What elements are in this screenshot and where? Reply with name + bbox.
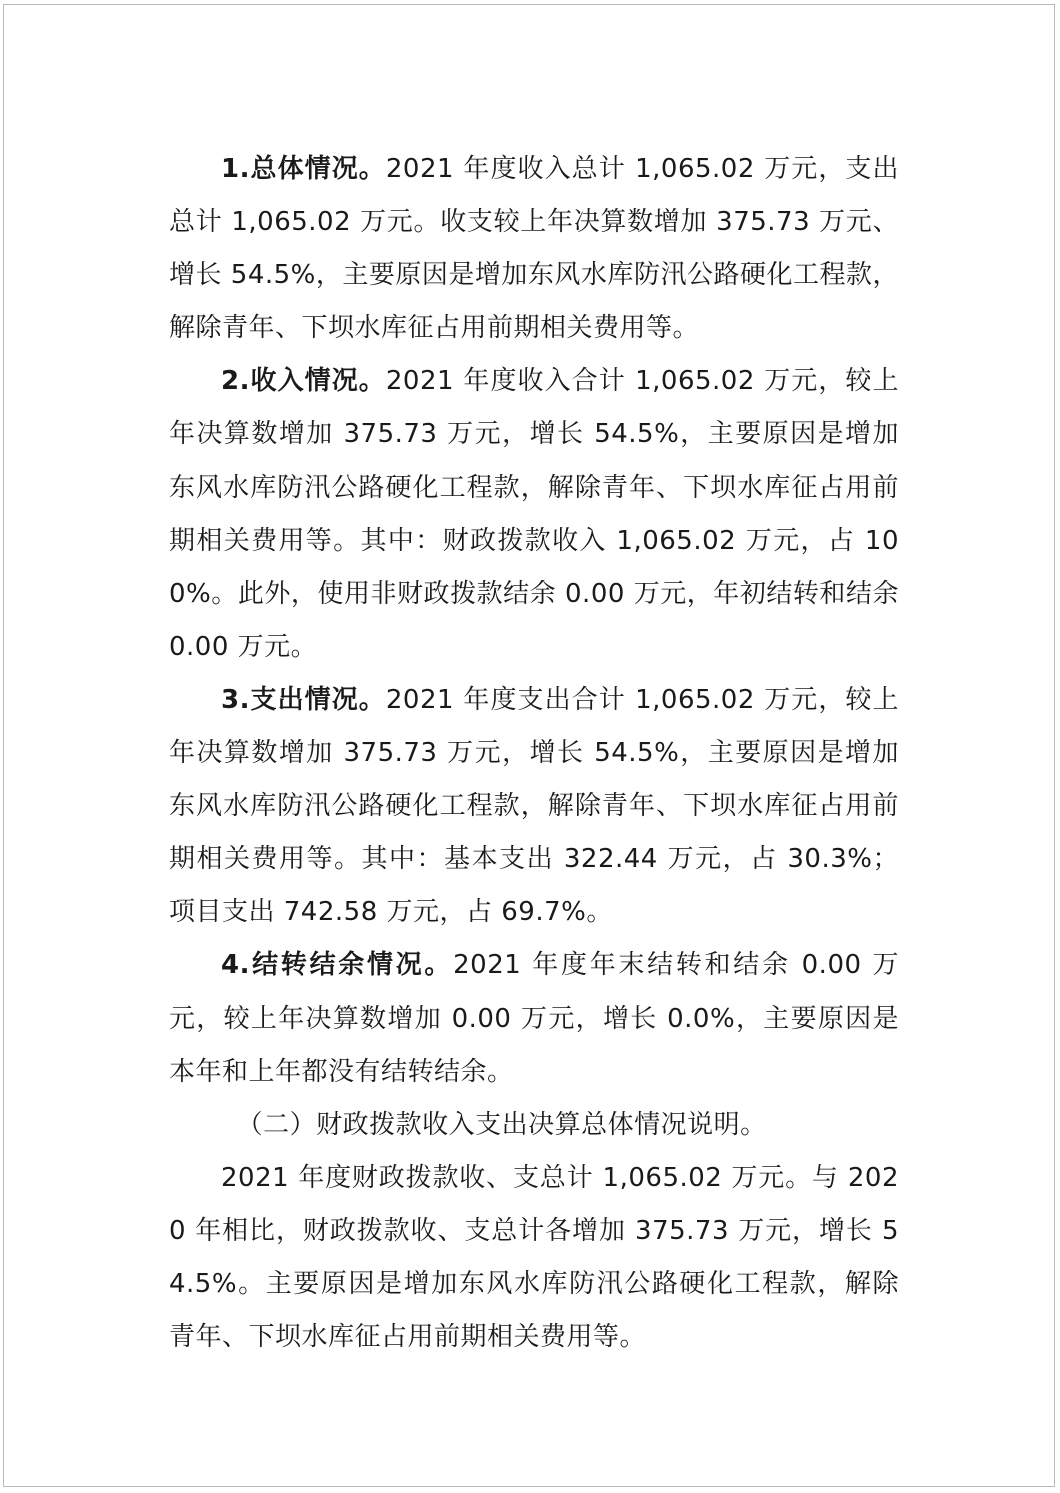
paragraph-text-income: 2021 年度收入合计 1,065.02 万元，较上年决算数增加 375.73 万元，增长 54.5%，主要原因是增加东风水库防汛公路硬化工程款，解除青年、下坝水库征占用前期相关费用等。其中：财政拨款收入 1,065.02 万元，占 100%。此外，使用非财政拨款结余 0.00 万元，年初结转和结余 0.00 万元。	[169, 366, 899, 662]
paragraph-overall	[169, 143, 899, 355]
section-heading: （二）财政拨款收入支出决算总体情况说明。	[236, 1109, 767, 1140]
paragraph-text-expenditure: 2021 年度支出合计 1,065.02 万元，较上年决算数增加 375.73 万元，增长 54.5%，主要原因是增加东风水库防汛公路硬化工程款，解除青年、下坝水库征占用前期相关费用等。其中：基本支出 322.44 万元，占 30.3%；项目支出 742.58 万元，占 69.7%。	[169, 684, 899, 928]
document-page	[3, 4, 1055, 1487]
paragraph-text-carryover: 2021 年度年末结转和结余 0.00 万元，较上年决算数增加 0.00 万元，增长 0.0%，主要原因是本年和上年都没有结转结余。	[169, 950, 899, 1087]
paragraph-lead-income: 2.收入情况。	[221, 366, 386, 397]
paragraph-lead-expenditure: 3.支出情况。	[221, 684, 386, 715]
document-body	[169, 143, 899, 1364]
paragraph-text-overall: 2021 年度收入总计 1,065.02 万元，支出总计 1,065.02 万元。收支较上年决算数增加 375.73 万元、增长 54.5%，主要原因是增加东风水库防汛公路硬化工程款，解除青年、下坝水库征占用前期相关费用等。	[169, 154, 899, 344]
paragraph-expenditure	[169, 674, 899, 939]
paragraph-lead-overall: 1.总体情况。	[221, 154, 386, 184]
paragraph-lead-carryover: 4.结转结余情况。	[221, 950, 454, 981]
paragraph-income	[169, 355, 899, 674]
paragraph-carryover	[169, 939, 899, 1098]
paragraph-fiscal-appropriation: 2021 年度财政拨款收、支总计 1,065.02 万元。与 2020 年相比，财政拨款收、支总计各增加 375.73 万元，增长 54.5%。主要原因是增加东风水库防汛公路硬化工程款，解除青年、下坝水库征占用前期相关费用等。	[169, 1162, 899, 1353]
